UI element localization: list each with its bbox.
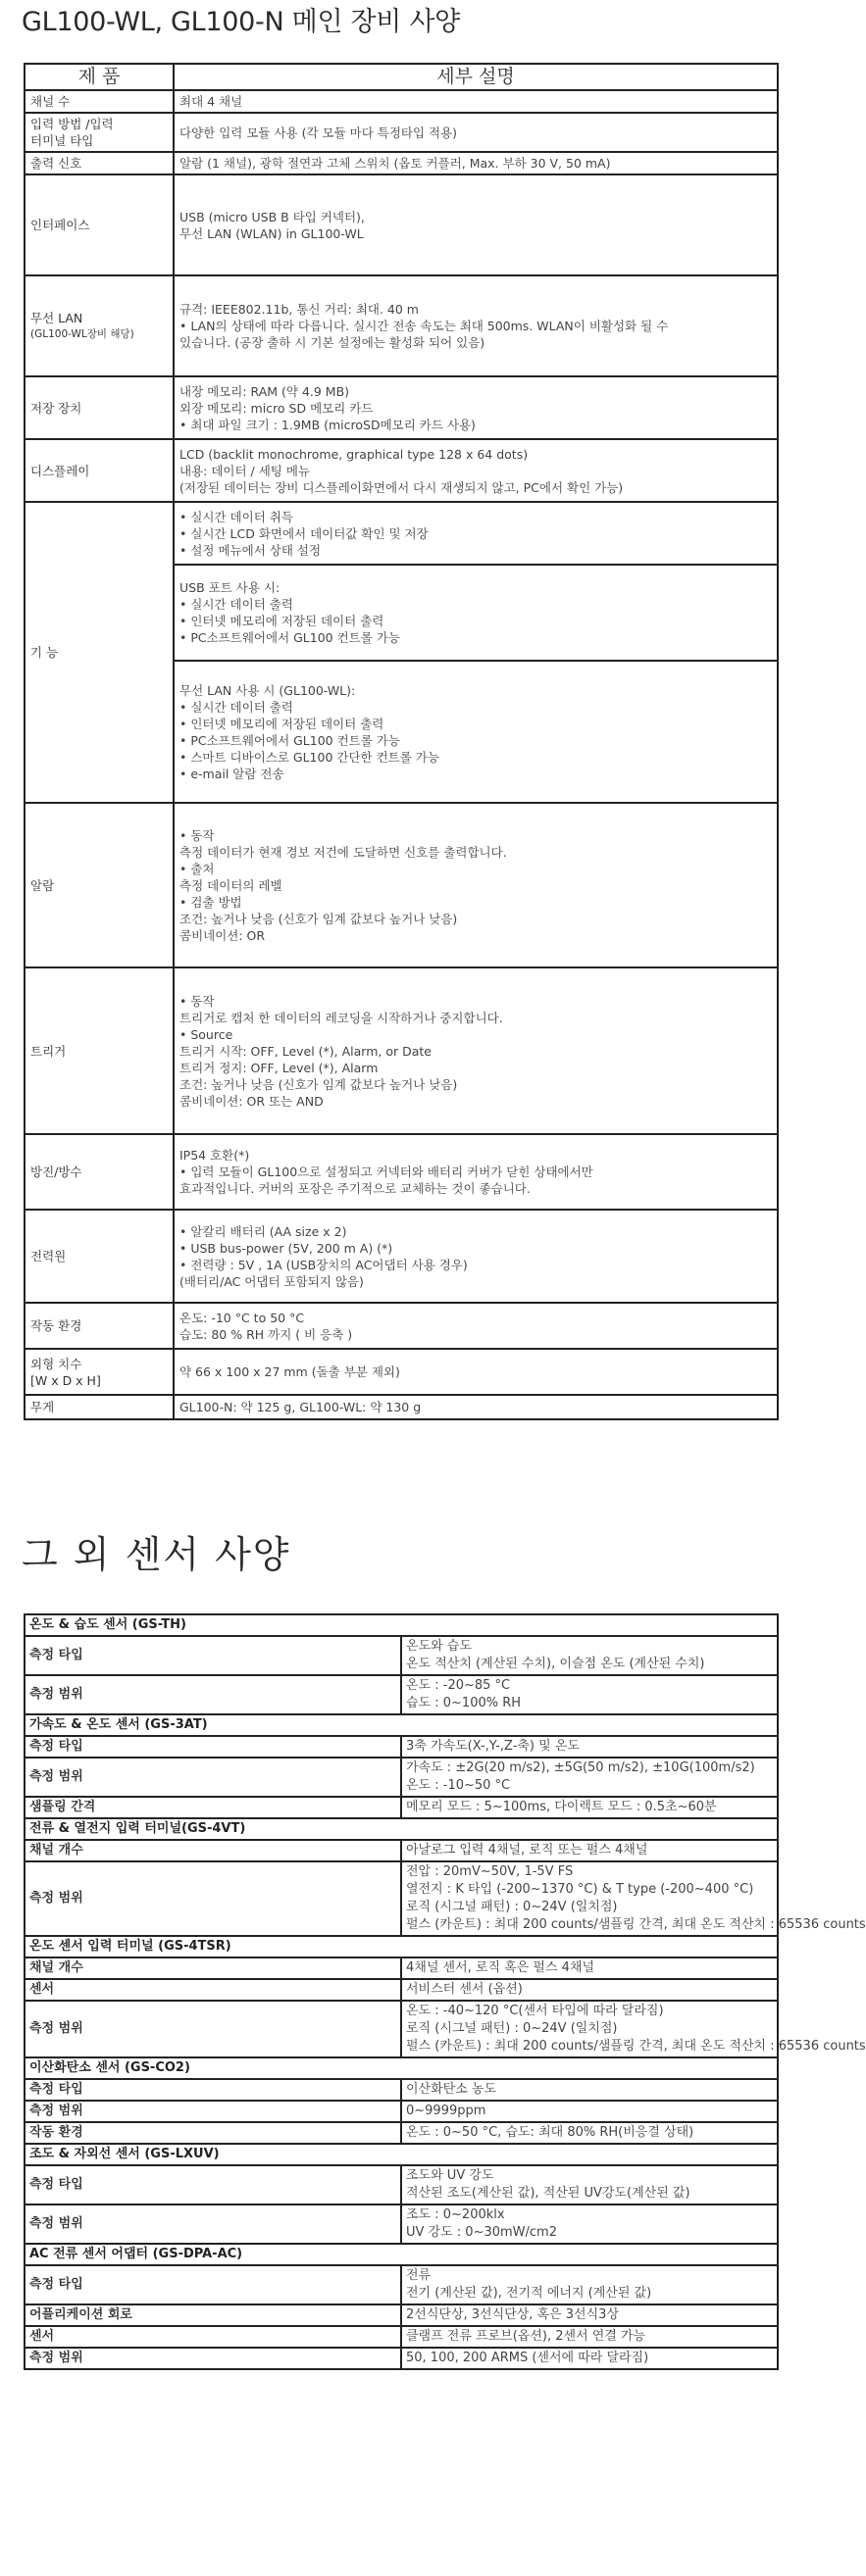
spec-line: 무선 LAN bbox=[30, 310, 83, 325]
spec-line: 메모리 모드 : 5~100ms, 다이렉트 모드 : 0.5초~60분 bbox=[406, 1800, 717, 1814]
spec-line: • LAN의 상태에 따라 다릅니다. 실시간 전송 속도는 최대 500ms. WLAN이 비활성화 될 수 bbox=[179, 319, 669, 333]
spec-line: • 실시간 데이터 출력 bbox=[179, 597, 293, 612]
table-row bbox=[25, 2348, 778, 2369]
sensor-row-label: 센서 bbox=[25, 2326, 401, 2348]
sensor-row-label: 측정 타입 bbox=[25, 2165, 401, 2204]
spec-line: • 검출 방법 bbox=[179, 894, 242, 910]
spec-line: UV 강도 : 0~30mW/cm2 bbox=[406, 2225, 557, 2240]
sensor-row-value bbox=[401, 2101, 778, 2122]
sensor-row-value bbox=[401, 1675, 778, 1714]
spec-line: 콤비네이션: OR bbox=[179, 927, 266, 943]
spec-line: (배터리/AC 어댑터 포함되지 않음) bbox=[179, 1273, 364, 1289]
spec-line: 습도 : 0~100% RH bbox=[406, 1696, 522, 1710]
row-value bbox=[174, 376, 778, 439]
sensor-row-value bbox=[401, 2348, 778, 2369]
spec-line: 외장 메모리: micro SD 메모리 카드 bbox=[179, 400, 374, 416]
row-label bbox=[25, 1210, 174, 1303]
row-value bbox=[174, 113, 778, 152]
table-row bbox=[25, 2001, 778, 2057]
table-row bbox=[25, 1758, 778, 1797]
table-row bbox=[25, 1134, 778, 1210]
table-row bbox=[25, 1979, 778, 2001]
spec-line: 터미널 타입 bbox=[30, 133, 94, 148]
table-row bbox=[25, 1797, 778, 1818]
spec-line: 트리거 정지: OFF, Level (*), Alarm bbox=[179, 1060, 379, 1075]
spec-line: 트리거로 캡처 한 데이터의 레코딩을 시작하거나 중지합니다. bbox=[179, 1010, 503, 1025]
spec-line: • 인터넷 메모리에 저장된 데이터 출력 bbox=[179, 716, 384, 731]
sensor-row-label: 채널 개수 bbox=[25, 1957, 401, 1979]
spec-line: 트리거 bbox=[30, 1043, 67, 1059]
spec-line: • 실시간 LCD 화면에서 데이터값 확인 및 저장 bbox=[179, 525, 429, 541]
spec-line: 무선 LAN 사용 시 (GL100-WL): bbox=[179, 682, 356, 698]
spec-line: 조건: 높거나 낮음 (신호가 임계 값보다 높거나 낮음) bbox=[179, 911, 458, 926]
spec-line: USB 포트 사용 시: bbox=[179, 580, 280, 595]
spec-line: 내용: 데이터 / 세팅 메뉴 bbox=[179, 463, 310, 478]
spec-line: • 설정 메뉴에서 상태 설정 bbox=[179, 542, 322, 558]
spec-line: • PC소프트웨어에서 GL100 컨트롤 가능 bbox=[179, 630, 400, 645]
spec-line: 3축 가속도(X-,Y-,Z-축) 및 온도 bbox=[406, 1739, 580, 1754]
spec-line: 가속도 : ±2G(20 m/s2), ±5G(50 m/s2), ±10G(100m/s2) bbox=[406, 1760, 755, 1775]
row-value bbox=[174, 90, 778, 113]
row-label bbox=[25, 275, 174, 376]
sensor-section-title: 가속도 & 온도 센서 (GS-3AT) bbox=[25, 1714, 778, 1736]
spec-line: 있습니다. (공장 출하 시 기본 설정에는 활성화 되어 있음) bbox=[179, 335, 485, 350]
row-value bbox=[174, 1349, 778, 1395]
sensor-row-label: 측정 타입 bbox=[25, 1736, 401, 1758]
table-row bbox=[25, 1303, 778, 1349]
table-row bbox=[25, 2304, 778, 2326]
row-label bbox=[25, 439, 174, 502]
sensor-row-label: 채널 개수 bbox=[25, 1840, 401, 1861]
spec-line: • 동작 bbox=[179, 827, 215, 843]
table-row bbox=[25, 502, 778, 565]
table-row bbox=[25, 1395, 778, 1419]
spec-line: • 출처 bbox=[179, 861, 215, 876]
spec-line: 전기 (계산된 값), 전기적 에너지 (계산된 값) bbox=[406, 2286, 652, 2301]
spec-line: 전압 : 20mV~50V, 1-5V FS bbox=[406, 1864, 574, 1879]
table-row bbox=[25, 803, 778, 967]
sensor-row-value bbox=[401, 2122, 778, 2144]
table-header-row bbox=[25, 64, 778, 90]
spec-line: 효과적입니다. 커버의 포장은 주기적으로 교체하는 것이 좋습니다. bbox=[179, 1181, 531, 1196]
spec-line: 적산된 조도(계산된 값), 적산된 UV강도(계산된 값) bbox=[406, 2186, 690, 2201]
row-label bbox=[25, 376, 174, 439]
row-value bbox=[174, 565, 778, 661]
spec-line: 2선식단상, 3선식단상, 혹은 3선식3상 bbox=[406, 2307, 619, 2322]
spec-line: 로직 (시그널 패턴) : 0~24V (일치점) bbox=[406, 2021, 618, 2036]
sensor-row-value bbox=[401, 2304, 778, 2326]
spec-line: [W x D x H] bbox=[30, 1372, 101, 1388]
row-label bbox=[25, 967, 174, 1134]
spec-line: 온도 : 0~50 °C, 습도: 최대 80% RH(비응결 상태) bbox=[406, 2125, 694, 2140]
sensor-row-label: 측정 범위 bbox=[25, 2348, 401, 2369]
spec-line: 전력원 bbox=[30, 1249, 67, 1263]
spec-line: 내장 메모리: RAM (약 4.9 MB) bbox=[179, 383, 350, 399]
row-value bbox=[174, 275, 778, 376]
spec-line: 클램프 전류 프로브(옵션), 2센서 연결 가능 bbox=[406, 2329, 646, 2344]
spec-line: 출력 신호 bbox=[30, 156, 82, 171]
sensor-spec-table bbox=[24, 1613, 866, 2370]
spec-line: • 인터넷 메모리에 저장된 데이터 출력 bbox=[179, 614, 384, 628]
row-label bbox=[25, 174, 174, 275]
spec-line: 전류 bbox=[406, 2268, 432, 2283]
sensor-row-label: 측정 타입 bbox=[25, 1636, 401, 1675]
spec-line: GL100-N: 약 125 g, GL100-WL: 약 130 g bbox=[179, 1400, 422, 1414]
row-value bbox=[174, 1134, 778, 1210]
spec-line: • USB bus-power (5V, 200 m A) (*) bbox=[179, 1240, 393, 1256]
section-title: 그 외 센서 사양 bbox=[22, 1533, 291, 1576]
spec-line: 4채널 센서, 로직 혹은 펄스 4채널 bbox=[406, 1960, 595, 1975]
sensor-section-title: 조도 & 자외선 센서 (GS-LXUV) bbox=[25, 2144, 778, 2165]
table-row bbox=[25, 1957, 778, 1979]
spec-line: 온도와 습도 bbox=[406, 1639, 472, 1654]
spec-line: 측정 데이터의 레벨 bbox=[179, 877, 282, 893]
spec-line: 측정 데이터가 현재 경보 저건에 도달하면 신호를 출력합니다. bbox=[179, 844, 507, 860]
spec-line: 알람 bbox=[30, 877, 55, 893]
sensor-row-label: 측정 타입 bbox=[25, 2079, 401, 2101]
row-label bbox=[25, 1134, 174, 1210]
table-header-cell: 세부 설명 bbox=[174, 64, 778, 90]
sensor-row-label: 측정 범위 bbox=[25, 1758, 401, 1797]
sensor-row-label: 어플리케이션 회로 bbox=[25, 2304, 401, 2326]
spec-line: (GL100-WL장비 해당) bbox=[30, 327, 134, 340]
spec-line: • 실시간 데이터 출력 bbox=[179, 699, 293, 715]
row-label bbox=[25, 803, 174, 967]
row-label bbox=[25, 152, 174, 174]
sensor-row-value bbox=[401, 2265, 778, 2304]
table-row bbox=[25, 1210, 778, 1303]
spec-line: 이산화탄소 농도 bbox=[406, 2082, 497, 2097]
sensor-row-label: 측정 범위 bbox=[25, 1861, 401, 1936]
sensor-section-row bbox=[25, 1614, 778, 1636]
table-row bbox=[25, 1861, 778, 1936]
sensor-section-row bbox=[25, 1818, 778, 1840]
spec-line: 습도: 80 % RH 까지 ( 비 응축 ) bbox=[179, 1326, 353, 1342]
sensor-row-value bbox=[401, 1758, 778, 1797]
sensor-section-row bbox=[25, 2057, 778, 2079]
sensor-section-row bbox=[25, 2144, 778, 2165]
table-row bbox=[25, 1736, 778, 1758]
table-row bbox=[25, 2204, 778, 2244]
page-title: GL100-WL, GL100-N 메인 장비 사양 bbox=[22, 7, 460, 37]
spec-line: • 실시간 데이터 취득 bbox=[179, 509, 293, 524]
spec-line: 로직 (시그널 패턴) : 0~24V (일치점) bbox=[406, 1900, 618, 1914]
spec-line: • Source bbox=[179, 1026, 233, 1042]
row-value bbox=[174, 1395, 778, 1419]
row-value bbox=[174, 502, 778, 565]
table-row bbox=[25, 113, 778, 152]
sensor-row-value bbox=[401, 1840, 778, 1861]
table-row bbox=[25, 2079, 778, 2101]
row-value bbox=[174, 1210, 778, 1303]
spec-line: 0~9999ppm bbox=[406, 2104, 486, 2118]
row-value bbox=[174, 1303, 778, 1349]
sensor-row-value bbox=[401, 1797, 778, 1818]
table-row bbox=[25, 376, 778, 439]
spec-line: 다양한 입력 모듈 사용 (각 모듈 마다 특정타입 적용) bbox=[179, 124, 458, 140]
spec-line: 디스플레이 bbox=[30, 463, 90, 478]
table-row bbox=[25, 2101, 778, 2122]
sensor-row-label: 측정 범위 bbox=[25, 2204, 401, 2244]
sensor-section-title: 전류 & 열전지 입력 터미널(GS-4VT) bbox=[25, 1818, 778, 1840]
spec-line: 온도 : -10~50 °C bbox=[406, 1778, 511, 1793]
spec-line: 온도 : -40~120 °C(센서 타입에 따라 달라짐) bbox=[406, 2004, 664, 2018]
table-row bbox=[25, 1636, 778, 1675]
spec-line: 조건: 높거나 낮음 (신호가 임계 값보다 높거나 낮음) bbox=[179, 1076, 458, 1092]
spec-line: (저장된 데이터는 장비 디스플레이화면에서 다시 재생되지 않고, PC에서 확인 가능) bbox=[179, 479, 624, 495]
row-label bbox=[25, 113, 174, 152]
spec-line: LCD (backlit monochrome, graphical type 128 x 64 dots) bbox=[179, 446, 529, 462]
spec-line: • e-mail 알람 전송 bbox=[179, 766, 284, 781]
spec-line: 조도와 UV 강도 bbox=[406, 2168, 494, 2183]
row-value bbox=[174, 967, 778, 1134]
sensor-row-label: 센서 bbox=[25, 1979, 401, 2001]
table-row bbox=[25, 90, 778, 113]
spec-line: 방진/방수 bbox=[30, 1164, 82, 1179]
row-value bbox=[174, 439, 778, 502]
spec-line: 알람 (1 채널), 광학 절연과 고체 스위치 (옵토 커플러, Max. 부하 30 V, 50 mA) bbox=[179, 156, 611, 171]
spec-line: 규격: IEEE802.11b, 통신 거리: 최대. 40 m bbox=[179, 302, 419, 317]
spec-line: IP54 호환(*) bbox=[179, 1148, 250, 1163]
spec-line: 트리거 시작: OFF, Level (*), Alarm, or Date bbox=[179, 1043, 432, 1059]
table-row bbox=[25, 2326, 778, 2348]
spec-line: • 전력량 : 5V , 1A (USB장치의 AC어댑터 사용 경우) bbox=[179, 1257, 468, 1272]
sensor-row-value bbox=[401, 1636, 778, 1675]
table-row bbox=[25, 967, 778, 1134]
row-label bbox=[25, 1349, 174, 1395]
sensor-section-title: 온도 & 습도 센서 (GS-TH) bbox=[25, 1614, 778, 1636]
sensor-row-label: 작동 환경 bbox=[25, 2122, 401, 2144]
spec-line: USB (micro USB B 타입 커넥터), bbox=[179, 209, 365, 224]
row-value bbox=[174, 803, 778, 967]
sensor-row-value bbox=[401, 2165, 778, 2204]
table-row bbox=[25, 2165, 778, 2204]
sensor-row-value bbox=[401, 1736, 778, 1758]
spec-line: • 스마트 디바이스로 GL100 간단한 컨트롤 가능 bbox=[179, 749, 439, 765]
spec-line: 50, 100, 200 ARMS (센서에 따라 달라짐) bbox=[406, 2351, 649, 2365]
sensor-section-row bbox=[25, 1936, 778, 1957]
sensor-section-title: 온도 센서 입력 터미널 (GS-4TSR) bbox=[25, 1936, 778, 1957]
sensor-section-row bbox=[25, 2244, 778, 2265]
sensor-row-value bbox=[401, 1979, 778, 2001]
main-spec-table bbox=[24, 63, 779, 1420]
spec-line: 작동 환경 bbox=[30, 1318, 82, 1333]
table-row bbox=[25, 174, 778, 275]
row-label bbox=[25, 502, 174, 803]
table-row bbox=[25, 2265, 778, 2304]
spec-line: 최대 4 채널 bbox=[179, 94, 243, 109]
table-row bbox=[25, 439, 778, 502]
table-row bbox=[25, 152, 778, 174]
row-value bbox=[174, 661, 778, 803]
sensor-row-value bbox=[401, 1861, 866, 1936]
table-row bbox=[25, 1675, 778, 1714]
row-label bbox=[25, 1395, 174, 1419]
spec-line: 조도 : 0~200klx bbox=[406, 2207, 505, 2222]
sensor-section-title: AC 전류 센서 어댑터 (GS-DPA-AC) bbox=[25, 2244, 778, 2265]
spec-line: 펄스 (카운트) : 최대 200 counts/샘플링 간격, 최대 온도 적산치 : 65536 counts bbox=[406, 1917, 866, 1932]
sensor-row-label: 샘플링 간격 bbox=[25, 1797, 401, 1818]
spec-line: 온도 : -20~85 °C bbox=[406, 1678, 511, 1693]
table-header-cell: 제 품 bbox=[25, 64, 174, 90]
spec-line: 무게 bbox=[30, 1400, 55, 1414]
spec-line: 인터페이스 bbox=[30, 218, 90, 232]
sensor-row-value bbox=[401, 2204, 778, 2244]
sensor-row-value bbox=[401, 2326, 778, 2348]
sensor-section-row bbox=[25, 1714, 778, 1736]
spec-line: 펄스 (카운트) : 최대 200 counts/샘플링 간격, 최대 온도 적산치 : 65536 counts bbox=[406, 2039, 866, 2054]
sensor-row-value bbox=[401, 2079, 778, 2101]
spec-line: 입력 방법 /입력 bbox=[30, 117, 114, 131]
sensor-row-label: 측정 범위 bbox=[25, 2001, 401, 2057]
table-row bbox=[25, 1840, 778, 1861]
spec-line: 저장 장치 bbox=[30, 400, 82, 416]
sensor-row-label: 측정 범위 bbox=[25, 2101, 401, 2122]
row-label bbox=[25, 1303, 174, 1349]
table-row bbox=[25, 2122, 778, 2144]
spec-line: 온도: -10 °C to 50 °C bbox=[179, 1310, 305, 1325]
sensor-row-label: 측정 타입 bbox=[25, 2265, 401, 2304]
spec-line: 기 능 bbox=[30, 645, 59, 660]
spec-line: 콤비네이션: OR 또는 AND bbox=[179, 1093, 324, 1109]
spec-line: 열전지 : K 타입 (-200~1370 °C) & T type (-200~400 °C) bbox=[406, 1882, 754, 1897]
spec-line: 아날로그 입력 4채널, 로직 또는 펄스 4채널 bbox=[406, 1843, 648, 1858]
sensor-section-title: 이산화탄소 센서 (GS-CO2) bbox=[25, 2057, 778, 2079]
row-value bbox=[174, 174, 778, 275]
row-value bbox=[174, 152, 778, 174]
row-label bbox=[25, 90, 174, 113]
sensor-row-label: 측정 범위 bbox=[25, 1675, 401, 1714]
spec-line: • 알칼리 배터리 (AA size x 2) bbox=[179, 1223, 347, 1239]
spec-line: 약 66 x 100 x 27 mm (돌출 부분 제외) bbox=[179, 1364, 400, 1379]
spec-line: 외형 치수 bbox=[30, 1356, 82, 1371]
table-row bbox=[25, 275, 778, 376]
spec-line: • PC소프트웨어에서 GL100 컨트롤 가능 bbox=[179, 732, 400, 748]
spec-line: • 최대 파일 크기 : 1.9MB (microSD메모리 카드 사용) bbox=[179, 417, 476, 432]
spec-line: 온도 적산치 (계산된 수치), 이슬점 온도 (계산된 수치) bbox=[406, 1657, 705, 1671]
spec-line: 서비스터 센서 (옵션) bbox=[406, 1982, 523, 1997]
spec-line: 무선 LAN (WLAN) in GL100-WL bbox=[179, 225, 364, 241]
sensor-row-value bbox=[401, 2001, 866, 2057]
table-row bbox=[25, 1349, 778, 1395]
spec-line: • 동작 bbox=[179, 993, 215, 1009]
spec-line: • 입력 모듈이 GL100으로 설정되고 커넥터와 배터리 커버가 닫힌 상태에서만 bbox=[179, 1164, 593, 1179]
sensor-row-value bbox=[401, 1957, 778, 1979]
spec-line: 채널 수 bbox=[30, 94, 71, 109]
